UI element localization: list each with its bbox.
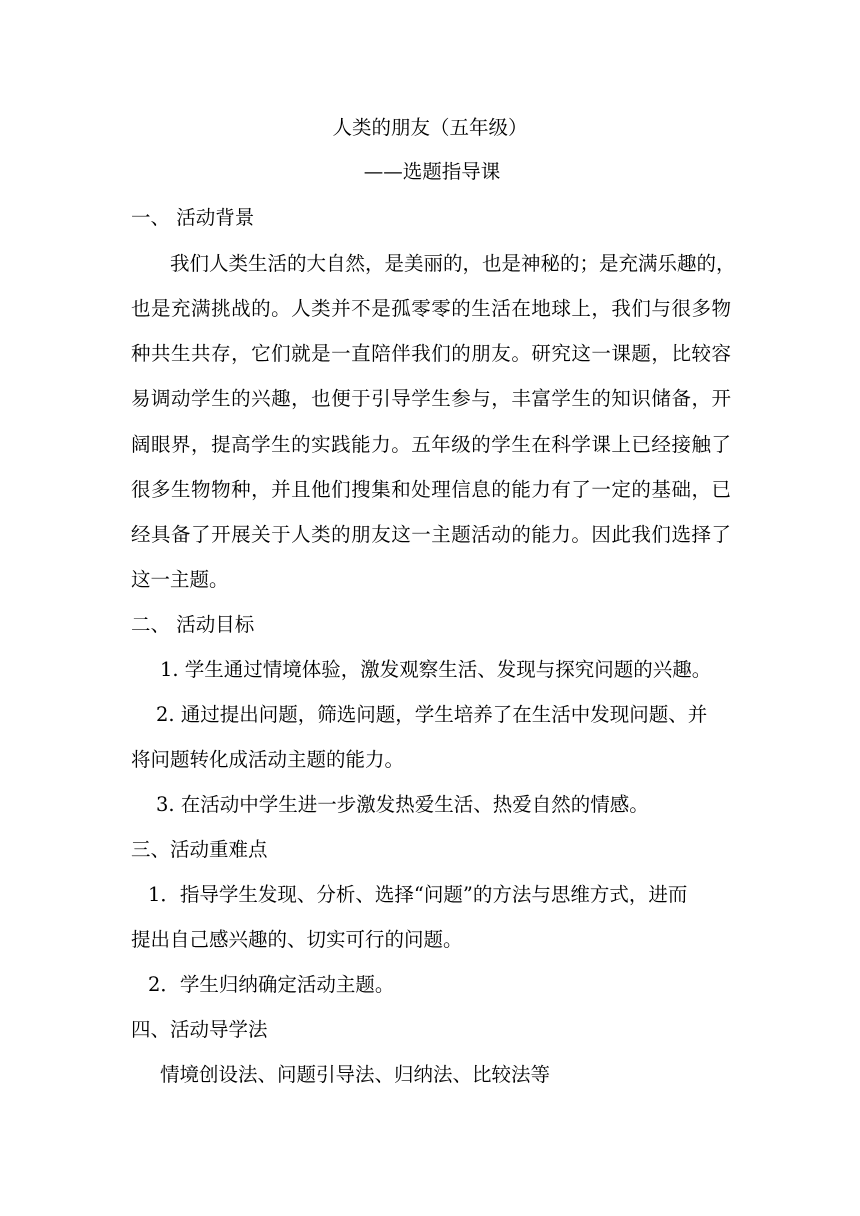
paragraph-line: 易调动学生的兴趣，也便于引导学生参与，丰富学生的知识储备，开 <box>131 387 731 410</box>
list-item: 3. 在活动中学生进一步激发热爱生活、热爱自然的情感。 <box>156 793 649 816</box>
list-item: 2. 通过提出问题，筛选问题，学生培养了在生活中发现问题、并 <box>156 703 708 726</box>
paragraph-line: 也是充满挑战的。人类并不是孤零零的生活在地球上，我们与很多物 <box>131 297 731 320</box>
section-heading-background: 一、 活动背景 <box>131 206 255 229</box>
document-subtitle <box>0 160 860 184</box>
paragraph-line: 情境创设法、问题引导法、归纳法、比较法等 <box>160 1063 551 1086</box>
list-item-continuation: 将问题转化成活动主题的能力。 <box>131 748 405 771</box>
section-heading-goals: 二、 活动目标 <box>131 613 255 636</box>
paragraph-line: 经具备了开展关于人类的朋友这一主题活动的能力。因此我们选择了 <box>131 523 731 546</box>
paragraph-line: 阔眼界，提高学生的实践能力。五年级的学生在科学课上已经接触了 <box>131 433 731 456</box>
document-subtitle-text: ——选题指导课 <box>363 160 501 183</box>
list-item: 2．学生归纳确定活动主题。 <box>148 973 395 996</box>
paragraph-line: 很多生物物种，并且他们搜集和处理信息的能力有了一定的基础，已 <box>131 478 731 501</box>
paragraph-line: 种共生共存，它们就是一直陪伴我们的朋友。研究这一课题，比较容 <box>131 342 731 365</box>
section-heading-methods: 四、活动导学法 <box>131 1018 268 1041</box>
paragraph-line: 这一主题。 <box>131 568 229 591</box>
document-title: 人类的朋友（五年级） <box>332 116 528 139</box>
paragraph-line: 我们人类生活的大自然，是美丽的，也是神秘的；是充满乐趣的， <box>170 252 736 275</box>
section-heading-key-points: 三、活动重难点 <box>131 838 268 861</box>
list-item-continuation: 提出自己感兴趣的、切实可行的问题。 <box>131 928 463 951</box>
list-item: 1. 学生通过情境体验，激发观察生活、发现与探究问题的兴趣。 <box>160 658 712 681</box>
list-item: 1．指导学生发现、分析、选择“问题”的方法与思维方式，进而 <box>148 883 688 906</box>
